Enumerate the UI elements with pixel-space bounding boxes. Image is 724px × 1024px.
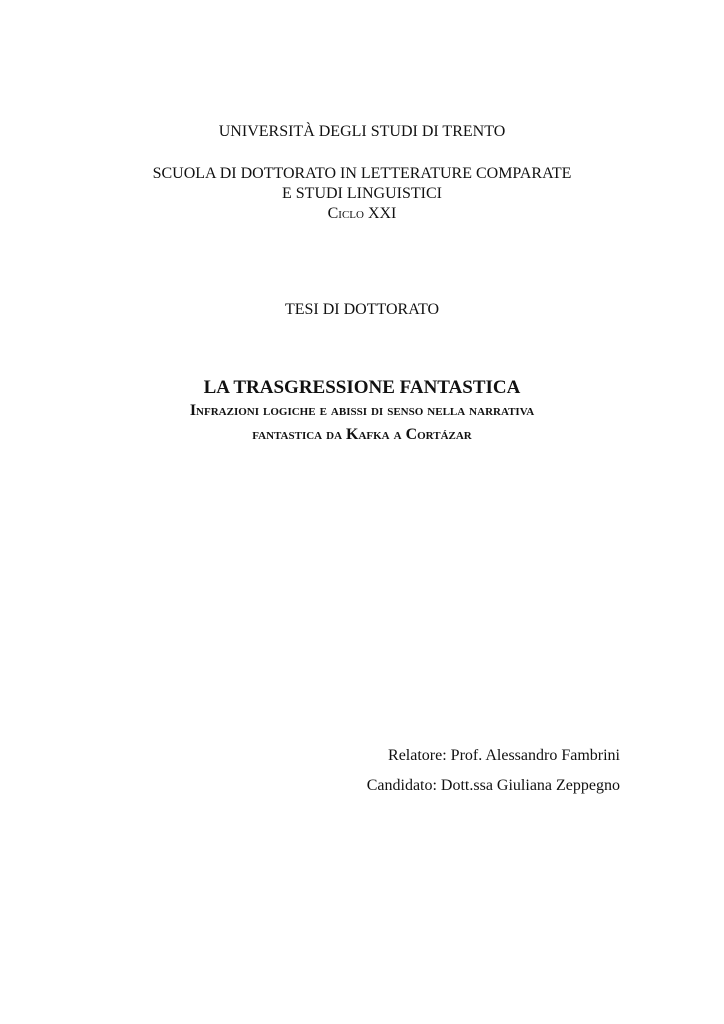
supervisor-credit: Relatore: Prof. Alessandro Fambrini	[388, 747, 620, 764]
thesis-subtitle-line1: Infrazioni logiche e abissi di senso nella narrativa	[189, 402, 535, 419]
thesis-subtitle-line2: fantastica da Kafka a Cortázar	[252, 426, 472, 443]
doctoral-cycle: Ciclo XXI	[327, 205, 397, 222]
candidate-credit: Candidato: Dott.ssa Giuliana Zeppegno	[366, 777, 620, 794]
school-name-line2: E STUDI LINGUISTICI	[282, 185, 442, 202]
university-name: UNIVERSITÀ DEGLI STUDI DI TRENTO	[218, 123, 506, 140]
thesis-type: TESI DI DOTTORATO	[284, 301, 440, 318]
thesis-title: LA TRASGRESSIONE FANTASTICA	[203, 377, 521, 398]
school-name-line1: SCUOLA DI DOTTORATO IN LETTERATURE COMPARATE	[152, 165, 572, 182]
